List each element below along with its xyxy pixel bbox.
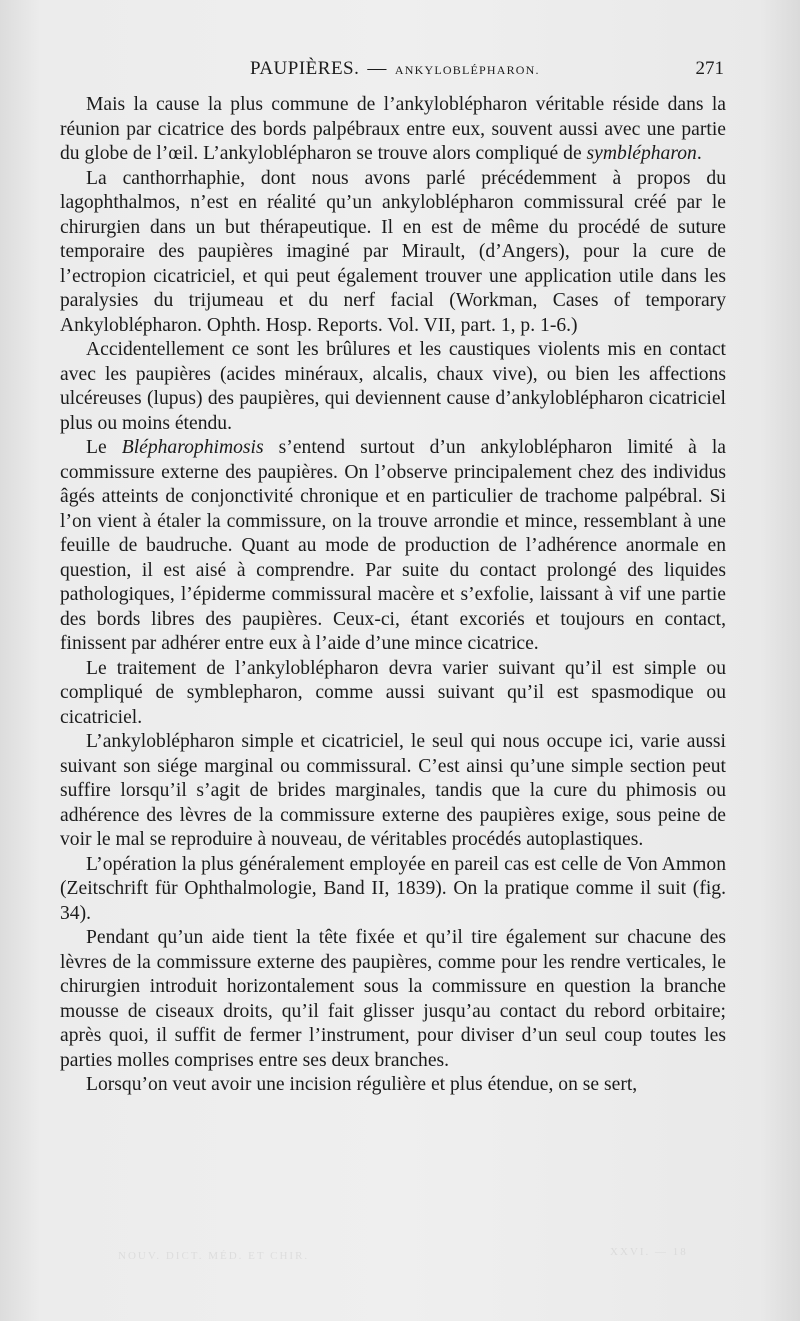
paragraph-italic: symblépharon (586, 143, 697, 164)
paragraph-text: Le traitement de l’ankyloblépharon devra varier suivant qu’il est simple ou compliqué de symblepharon, comme aussi suivant qu’il est spasmodique ou cicatriciel. (60, 657, 726, 728)
printer-signature: NOUV. DICT. MÉD. ET CHIR. (118, 1250, 310, 1262)
paragraph-text: s’entend surtout d’un ankyloblépharon limité à la commissure externe des paupières. On l’observe principalement chez des individus âgés atteints de conjonctivité chronique et en particulier de trachome palpébral. Si l’on vient à étaler la commissure, on la trouve arrondie et mince, ressemblant à une feuille de baudruche. Quant au mode de production de l’adhérence anormale en question, il est aisé à comprendre. Par suite du contact prolongé des liquides pathologiques, l’épiderme commissural macère et s’exfolie, laissant à vif une partie des bords libres des paupières. Ceux-ci, étant excoriés et toujours en contact, finissent par adhérer entre eux à l’aide d’une mince cicatrice. (60, 437, 726, 654)
paragraph (60, 926, 726, 1073)
show-through-footer (0, 1240, 800, 1280)
paragraph (60, 853, 726, 927)
paragraph-text: Pendant qu’un aide tient la tête fixée et qu’il tire également sur chacune des lèvres de la commissure externe des paupières, comme pour les rendre verticales, le chirurgien introduit horizontalement sous la commissure en question la branche mousse de ciseaux droits, qu’il fait glisser jusqu’au contact du rebord orbitaire; après quoi, il suffit de fermer l’instrument, pour diviser d’un seul coup toutes les parties molles comprises entre ses deux branches. (60, 927, 726, 1071)
paragraph (60, 167, 726, 339)
paragraph-text: Accidentellement ce sont les brûlures et les caustiques violents mis en contact avec les paupières (acides minéraux, alcalis, chaux vive), ou bien les affections ulcéreuses (lupus) des paupières, qui deviennent cause d’ankyloblépharon cicatriciel plus ou moins étendu. (60, 339, 726, 434)
paragraph (60, 436, 726, 657)
paragraph (60, 93, 726, 167)
paragraph-text: L’ankyloblépharon simple et cicatriciel, le seul qui nous occupe ici, varie aussi suivant son siége marginal ou commissural. C’est ainsi qu’une simple section peut suffire lorsqu’il s’agit de brides marginales, tandis que la cure du phimosis ou adhérence des lèvres de la commissure externe des paupières exige, sous peine de voir le mal se reproduire à nouveau, de véritables procédés autoplastiques. (60, 731, 726, 850)
page-number: 271 (695, 58, 724, 79)
paragraph-text: Le (86, 437, 122, 458)
paragraph-text: Lorsqu’on veut avoir une incision régulière et plus étendue, on se sert, (86, 1074, 638, 1095)
paragraph (60, 730, 726, 853)
paragraph (60, 657, 726, 731)
paragraph-text: . (696, 143, 702, 164)
body-text (60, 93, 726, 1098)
paragraph (60, 338, 726, 436)
running-head (250, 58, 540, 80)
page-header (60, 58, 726, 86)
running-head-subtitle: ANKYLOBLÉPHARON. (394, 63, 540, 77)
paragraph-text: Mais la cause la plus commune de l’ankyloblépharon véritable réside dans la réunion par cicatrice des bords palpébraux entre eux, souvent aussi avec une partie du globe de l’œil. L’ankyloblépharon se trouve alors compliqué de (60, 94, 726, 164)
paragraph-italic: Blépharophimosis (121, 437, 264, 458)
sheet-mark: XXVI. — 18 (610, 1246, 688, 1258)
running-head-title: PAUPIÈRES. (250, 58, 360, 79)
paragraph-text: La canthorrhaphie, dont nous avons parlé précédemment à propos du lagophthalmos, n’est en réalité qu’un ankyloblépharon commissural créé par le chirurgien dans un but thérapeutique. Il en est de même du procédé de suture temporaire des paupières imaginé par Mirault, (d’Angers), pour la cure de l’ectropion cicatriciel, et qui peut également trouver une application utile dans les paralysies du trijumeau et du nerf facial (Workman, Cases of temporary Ankyloblépharon. Ophth. Hosp. Reports. Vol. VII, part. 1, p. 1-6.) (60, 167, 726, 336)
paragraph (60, 1073, 726, 1098)
paragraph-text: L’opération la plus généralement employée en pareil cas est celle de Von Ammon (Zeitschrift für Ophthalmologie, Band II, 1839). On la pratique comme il suit (fig. 34). (60, 853, 726, 924)
running-head-separator: — (367, 58, 387, 79)
